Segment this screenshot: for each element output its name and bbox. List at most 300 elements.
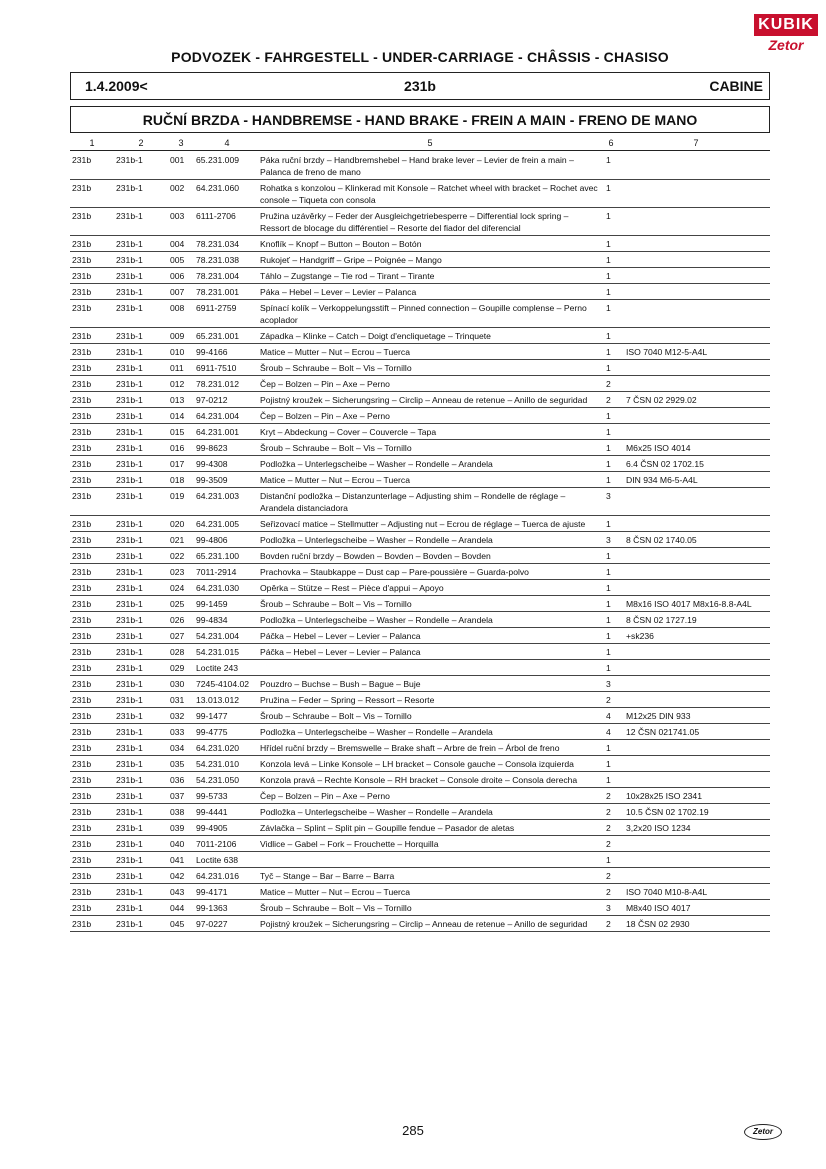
subgroup-cell: 231b-1 xyxy=(116,711,143,721)
description-cell: Vidlice – Gabel – Fork – Frouchette – Horquilla xyxy=(260,839,439,849)
description-cell: Páka – Hebel – Lever – Levier – Palanca xyxy=(260,287,417,297)
group-cell: 231b xyxy=(72,727,92,737)
position-cell: 022 xyxy=(170,551,185,561)
part-number-cell: 99-4171 xyxy=(196,887,228,897)
quantity-cell: 2 xyxy=(606,379,611,389)
description-cell: Západka – Klinke – Catch – Doigt d'encliquetage – Trinquete xyxy=(260,331,491,341)
quantity-cell: 1 xyxy=(606,583,611,593)
table-row xyxy=(70,488,770,516)
part-number-cell: 65.231.100 xyxy=(196,551,240,561)
quantity-cell: 1 xyxy=(606,427,611,437)
remark-cell: ISO 7040 M10-8-A4L xyxy=(626,887,708,897)
part-number-cell: 6911-7510 xyxy=(196,363,237,373)
quantity-cell: 1 xyxy=(606,183,611,193)
table-row xyxy=(70,284,770,300)
position-cell: 025 xyxy=(170,599,185,609)
subgroup-cell: 231b-1 xyxy=(116,491,143,501)
description-cell: Podložka – Unterlegscheibe – Washer – Rondelle – Arandela xyxy=(260,807,493,817)
header-box xyxy=(70,72,770,100)
part-number-cell: 78.231.001 xyxy=(196,287,240,297)
group-cell: 231b xyxy=(72,903,92,913)
table-row xyxy=(70,236,770,252)
position-cell: 031 xyxy=(170,695,185,705)
zetor-footer-text: Zetor xyxy=(753,1127,773,1136)
subgroup-cell: 231b-1 xyxy=(116,791,143,801)
remark-cell: 8 ČSN 02 1727.19 xyxy=(626,615,697,625)
part-number-cell: 99-3509 xyxy=(196,475,228,485)
part-number-cell: 64.231.020 xyxy=(196,743,240,753)
position-cell: 039 xyxy=(170,823,185,833)
quantity-cell: 1 xyxy=(606,599,611,609)
table-row xyxy=(70,564,770,580)
group-cell: 231b xyxy=(72,711,92,721)
part-number-cell: 7011-2914 xyxy=(196,567,237,577)
description-cell: Páka ruční brzdy – Handbremshebel – Hand brake lever – Levier de frein a main – Palanca de freno de mano xyxy=(260,155,574,177)
table-row xyxy=(70,548,770,564)
col-6: 6 xyxy=(608,138,614,148)
part-number-cell: 64.231.001 xyxy=(196,427,240,437)
description-cell: Čep – Bolzen – Pin – Axe – Perno xyxy=(260,379,390,389)
parts-table xyxy=(70,152,770,932)
group-cell: 231b xyxy=(72,679,92,689)
part-number-cell: 99-1459 xyxy=(196,599,228,609)
subgroup-cell: 231b-1 xyxy=(116,871,143,881)
table-row xyxy=(70,180,770,208)
subgroup-cell: 231b-1 xyxy=(116,775,143,785)
table-row xyxy=(70,740,770,756)
remark-cell: M8x40 ISO 4017 xyxy=(626,903,691,913)
part-number-cell: 64.231.005 xyxy=(196,519,240,529)
part-number-cell: 65.231.001 xyxy=(196,331,240,341)
group-cell: 231b xyxy=(72,839,92,849)
description-cell: Pružina uzávěrky – Feder der Ausgleichgetriebesperre – Differential lock spring – Ressort de blocage du différentiel – Resorte del fiador del diferencial xyxy=(260,211,569,233)
quantity-cell: 2 xyxy=(606,839,611,849)
page-title: PODVOZEK - FAHRGESTELL - UNDER-CARRIAGE - CHÂSSIS - CHASISO xyxy=(171,49,669,65)
table-row xyxy=(70,596,770,612)
part-number-cell: 99-5733 xyxy=(196,791,228,801)
position-cell: 030 xyxy=(170,679,185,689)
table-row xyxy=(70,660,770,676)
description-cell: Pouzdro – Buchse – Bush – Bague – Buje xyxy=(260,679,421,689)
description-cell: Matice – Mutter – Nut – Ecrou – Tuerca xyxy=(260,887,410,897)
quantity-cell: 1 xyxy=(606,615,611,625)
subgroup-cell: 231b-1 xyxy=(116,155,143,165)
subgroup-cell: 231b-1 xyxy=(116,647,143,657)
page-number: 285 xyxy=(402,1123,424,1138)
subgroup-cell: 231b-1 xyxy=(116,823,143,833)
quantity-cell: 2 xyxy=(606,395,611,405)
description-cell: Pojistný kroužek – Sicherungsring – Circlip – Anneau de retenue – Anillo de seguridad xyxy=(260,395,588,405)
table-row xyxy=(70,852,770,868)
table-row xyxy=(70,756,770,772)
col-5: 5 xyxy=(427,138,433,148)
description-cell: Šroub – Schraube – Bolt – Vis – Tornillo xyxy=(260,711,412,721)
part-number-cell: Loctite 638 xyxy=(196,855,239,865)
quantity-cell: 1 xyxy=(606,663,611,673)
group-cell: 231b xyxy=(72,663,92,673)
quantity-cell: 1 xyxy=(606,347,611,357)
quantity-cell: 3 xyxy=(606,535,611,545)
table-row xyxy=(70,788,770,804)
table-row xyxy=(70,708,770,724)
subgroup-cell: 231b-1 xyxy=(116,727,143,737)
position-cell: 017 xyxy=(170,459,185,469)
group-cell: 231b xyxy=(72,363,92,373)
quantity-cell: 1 xyxy=(606,775,611,785)
subgroup-cell: 231b-1 xyxy=(116,919,143,929)
table-row xyxy=(70,252,770,268)
quantity-cell: 3 xyxy=(606,903,611,913)
part-number-cell: 7245-4104.02 xyxy=(196,679,250,689)
position-cell: 015 xyxy=(170,427,185,437)
table-row xyxy=(70,836,770,852)
quantity-cell: 4 xyxy=(606,711,611,721)
position-cell: 021 xyxy=(170,535,185,545)
quantity-cell: 1 xyxy=(606,155,611,165)
quantity-cell: 2 xyxy=(606,871,611,881)
position-cell: 032 xyxy=(170,711,185,721)
position-cell: 029 xyxy=(170,663,185,673)
remark-cell: M12x25 DIN 933 xyxy=(626,711,691,721)
table-row xyxy=(70,580,770,596)
position-cell: 042 xyxy=(170,871,185,881)
table-row xyxy=(70,628,770,644)
description-cell: Podložka – Unterlegscheibe – Washer – Rondelle – Arandela xyxy=(260,727,493,737)
position-cell: 035 xyxy=(170,759,185,769)
remark-cell: DIN 934 M6-5-A4L xyxy=(626,475,698,485)
remark-cell: 7 ČSN 02 2929.02 xyxy=(626,395,697,405)
col-1: 1 xyxy=(89,138,95,148)
remark-cell: 10x28x25 ISO 2341 xyxy=(626,791,702,801)
group-cell: 231b xyxy=(72,695,92,705)
table-row xyxy=(70,376,770,392)
position-cell: 023 xyxy=(170,567,185,577)
group-cell: 231b xyxy=(72,459,92,469)
remark-cell: M6x25 ISO 4014 xyxy=(626,443,691,453)
table-row xyxy=(70,208,770,236)
table-row xyxy=(70,408,770,424)
quantity-cell: 1 xyxy=(606,459,611,469)
subgroup-cell: 231b-1 xyxy=(116,663,143,673)
table-row xyxy=(70,900,770,916)
quantity-cell: 3 xyxy=(606,491,611,501)
part-number-cell: 78.231.034 xyxy=(196,239,240,249)
subgroup-cell: 231b-1 xyxy=(116,567,143,577)
part-number-cell: 99-4806 xyxy=(196,535,228,545)
quantity-cell: 1 xyxy=(606,855,611,865)
position-cell: 005 xyxy=(170,255,185,265)
subgroup-cell: 231b-1 xyxy=(116,395,143,405)
position-cell: 009 xyxy=(170,331,185,341)
subgroup-cell: 231b-1 xyxy=(116,631,143,641)
group-cell: 231b xyxy=(72,211,92,221)
group-cell: 231b xyxy=(72,807,92,817)
part-number-cell: 99-4775 xyxy=(196,727,228,737)
zetor-footer-logo xyxy=(744,1124,782,1140)
subgroup-cell: 231b-1 xyxy=(116,211,143,221)
part-number-cell: 64.231.060 xyxy=(196,183,240,193)
position-cell: 019 xyxy=(170,491,185,501)
position-cell: 001 xyxy=(170,155,185,165)
cabine-label: CABINE xyxy=(709,78,763,94)
quantity-cell: 1 xyxy=(606,551,611,561)
subgroup-cell: 231b-1 xyxy=(116,695,143,705)
group-cell: 231b xyxy=(72,395,92,405)
subgroup-cell: 231b-1 xyxy=(116,599,143,609)
description-cell: Čep – Bolzen – Pin – Axe – Perno xyxy=(260,411,390,421)
group-cell: 231b xyxy=(72,631,92,641)
quantity-cell: 1 xyxy=(606,331,611,341)
subgroup-cell: 231b-1 xyxy=(116,379,143,389)
table-row xyxy=(70,152,770,180)
group-cell: 231b xyxy=(72,823,92,833)
quantity-cell: 1 xyxy=(606,287,611,297)
group-cell: 231b xyxy=(72,491,92,501)
subgroup-cell: 231b-1 xyxy=(116,459,143,469)
group-cell: 231b xyxy=(72,443,92,453)
table-row xyxy=(70,916,770,932)
quantity-cell: 1 xyxy=(606,567,611,577)
quantity-cell: 1 xyxy=(606,271,611,281)
group-cell: 231b xyxy=(72,791,92,801)
part-number-cell: 6911-2759 xyxy=(196,303,237,313)
group-cell: 231b xyxy=(72,239,92,249)
subgroup-cell: 231b-1 xyxy=(116,743,143,753)
quantity-cell: 1 xyxy=(606,239,611,249)
description-cell: Konzola pravá – Rechte Konsole – RH bracket – Console droite – Consola derecha xyxy=(260,775,578,785)
group-cell: 231b xyxy=(72,743,92,753)
position-cell: 004 xyxy=(170,239,185,249)
subgroup-cell: 231b-1 xyxy=(116,887,143,897)
part-number-cell: 65.231.009 xyxy=(196,155,240,165)
position-cell: 012 xyxy=(170,379,185,389)
col-2: 2 xyxy=(138,138,144,148)
group-cell: 231b xyxy=(72,919,92,929)
part-number-cell: 13.013.012 xyxy=(196,695,240,705)
subgroup-cell: 231b-1 xyxy=(116,615,143,625)
description-cell: Pojistný kroužek – Sicherungsring – Circlip – Anneau de retenue – Anillo de seguridad xyxy=(260,919,588,929)
table-row xyxy=(70,884,770,900)
description-cell: Distanční podložka – Distanzunterlage – Adjusting shim – Rondelle de réglage – Arandela distanciadora xyxy=(260,491,566,513)
table-row xyxy=(70,472,770,488)
subgroup-cell: 231b-1 xyxy=(116,303,143,313)
part-number-cell: 97-0227 xyxy=(196,919,228,929)
description-cell: Kryt – Abdeckung – Cover – Couvercle – Tapa xyxy=(260,427,437,437)
quantity-cell: 1 xyxy=(606,647,611,657)
remark-cell: 18 ČSN 02 2930 xyxy=(626,919,690,929)
part-number-cell: 64.231.003 xyxy=(196,491,240,501)
description-cell: Seřizovací matice – Stellmutter – Adjusting nut – Ecrou de réglage – Tuerca de ajuste xyxy=(260,519,586,529)
position-cell: 038 xyxy=(170,807,185,817)
group-cell: 231b xyxy=(72,535,92,545)
column-headers xyxy=(70,138,770,151)
table-row xyxy=(70,804,770,820)
quantity-cell: 1 xyxy=(606,519,611,529)
subgroup-cell: 231b-1 xyxy=(116,759,143,769)
description-cell: Závlačka – Splint – Split pin – Goupille fendue – Pasador de aletas xyxy=(260,823,515,833)
quantity-cell: 1 xyxy=(606,743,611,753)
quantity-cell: 1 xyxy=(606,443,611,453)
position-cell: 016 xyxy=(170,443,185,453)
table-row xyxy=(70,328,770,344)
description-cell: Šroub – Schraube – Bolt – Vis – Tornillo xyxy=(260,363,412,373)
table-row xyxy=(70,300,770,328)
subgroup-cell: 231b-1 xyxy=(116,255,143,265)
description-cell: Knoflík – Knopf – Button – Bouton – Botón xyxy=(260,239,422,249)
part-number-cell: 54.231.050 xyxy=(196,775,240,785)
group-cell: 231b xyxy=(72,183,92,193)
subgroup-cell: 231b-1 xyxy=(116,287,143,297)
kubik-logo-text: KUBIK xyxy=(754,14,818,36)
section-title: RUČNÍ BRZDA - HANDBREMSE - HAND BRAKE - FREIN A MAIN - FRENO DE MANO xyxy=(70,106,770,133)
group-cell: 231b xyxy=(72,155,92,165)
description-cell: Podložka – Unterlegscheibe – Washer – Rondelle – Arandela xyxy=(260,459,493,469)
part-number-cell: 99-1363 xyxy=(196,903,228,913)
group-cell: 231b xyxy=(72,475,92,485)
quantity-cell: 1 xyxy=(606,475,611,485)
remark-cell: +sk236 xyxy=(626,631,654,641)
quantity-cell: 1 xyxy=(606,211,611,221)
part-number-cell: 99-4834 xyxy=(196,615,228,625)
group-cell: 231b xyxy=(72,331,92,341)
group-cell: 231b xyxy=(72,271,92,281)
position-cell: 034 xyxy=(170,743,185,753)
zetor-logo-text: Zetor xyxy=(768,37,804,53)
description-cell: Spínací kolík – Verkoppelungsstift – Pinned connection – Goupille complense – Perno acoplador xyxy=(260,303,587,325)
group-cell: 231b xyxy=(72,411,92,421)
quantity-cell: 2 xyxy=(606,695,611,705)
description-cell: Rukojeť – Handgriff – Gripe – Poignée – Mango xyxy=(260,255,442,265)
subgroup-cell: 231b-1 xyxy=(116,427,143,437)
col-4: 4 xyxy=(224,138,230,148)
group-cell: 231b xyxy=(72,759,92,769)
quantity-cell: 1 xyxy=(606,759,611,769)
quantity-cell: 2 xyxy=(606,791,611,801)
part-number-cell: Loctite 243 xyxy=(196,663,239,673)
description-cell: Hřídel ruční brzdy – Bremswelle – Brake shaft – Arbre de frein – Árbol de freno xyxy=(260,743,560,753)
description-cell: Šroub – Schraube – Bolt – Vis – Tornillo xyxy=(260,599,412,609)
group-cell: 231b xyxy=(72,871,92,881)
description-cell: Matice – Mutter – Nut – Ecrou – Tuerca xyxy=(260,347,410,357)
description-cell: Pružina – Feder – Spring – Ressort – Resorte xyxy=(260,695,435,705)
part-number-cell: 99-8623 xyxy=(196,443,228,453)
quantity-cell: 4 xyxy=(606,727,611,737)
position-cell: 044 xyxy=(170,903,185,913)
description-cell: Tyč – Stange – Bar – Barre – Barra xyxy=(260,871,395,881)
group-cell: 231b xyxy=(72,599,92,609)
position-cell: 010 xyxy=(170,347,185,357)
part-number-cell: 64.231.030 xyxy=(196,583,240,593)
position-cell: 033 xyxy=(170,727,185,737)
position-cell: 013 xyxy=(170,395,185,405)
part-number-cell: 54.231.015 xyxy=(196,647,240,657)
description-cell: Matice – Mutter – Nut – Ecrou – Tuerca xyxy=(260,475,410,485)
part-number-cell: 97-0212 xyxy=(196,395,228,405)
position-cell: 026 xyxy=(170,615,185,625)
description-cell: Konzola levá – Linke Konsole – LH bracket – Console gauche – Consola izquierda xyxy=(260,759,574,769)
subgroup-cell: 231b-1 xyxy=(116,363,143,373)
part-number-cell: 64.231.004 xyxy=(196,411,240,421)
position-cell: 020 xyxy=(170,519,185,529)
position-cell: 027 xyxy=(170,631,185,641)
subgroup-cell: 231b-1 xyxy=(116,239,143,249)
subgroup-cell: 231b-1 xyxy=(116,411,143,421)
part-number-cell: 64.231.016 xyxy=(196,871,240,881)
quantity-cell: 3 xyxy=(606,679,611,689)
subgroup-cell: 231b-1 xyxy=(116,679,143,689)
description-cell: Táhlo – Zugstange – Tie rod – Tirant – Tirante xyxy=(260,271,435,281)
subgroup-cell: 231b-1 xyxy=(116,443,143,453)
table-row xyxy=(70,344,770,360)
group-cell: 231b xyxy=(72,347,92,357)
position-cell: 002 xyxy=(170,183,185,193)
table-row xyxy=(70,772,770,788)
remark-cell: 12 ČSN 021741.05 xyxy=(626,727,700,737)
position-cell: 014 xyxy=(170,411,185,421)
table-row xyxy=(70,612,770,628)
quantity-cell: 2 xyxy=(606,807,611,817)
group-cell: 231b xyxy=(72,379,92,389)
table-row xyxy=(70,532,770,548)
part-number-cell: 78.231.038 xyxy=(196,255,240,265)
remark-cell: M8x16 ISO 4017 M8x16-8.8-A4L xyxy=(626,599,752,609)
part-number-cell: 99-4905 xyxy=(196,823,228,833)
description-cell: Rohatka s konzolou – Klinkerad mit Konsole – Ratchet wheel with bracket – Rochet avec console – Tiqueta con consola xyxy=(260,183,598,205)
position-cell: 045 xyxy=(170,919,185,929)
part-number-cell: 99-4308 xyxy=(196,459,228,469)
part-number-cell: 78.231.004 xyxy=(196,271,240,281)
table-row xyxy=(70,424,770,440)
quantity-cell: 2 xyxy=(606,919,611,929)
description-cell: Čep – Bolzen – Pin – Axe – Perno xyxy=(260,791,390,801)
quantity-cell: 1 xyxy=(606,255,611,265)
table-row xyxy=(70,456,770,472)
description-cell: Šroub – Schraube – Bolt – Vis – Tornillo xyxy=(260,903,412,913)
table-row xyxy=(70,268,770,284)
position-cell: 003 xyxy=(170,211,185,221)
quantity-cell: 1 xyxy=(606,303,611,313)
remark-cell: 3,2x20 ISO 1234 xyxy=(626,823,691,833)
remark-cell: 6.4 ČSN 02 1702.15 xyxy=(626,459,704,469)
description-cell: Páčka – Hebel – Lever – Levier – Palanca xyxy=(260,631,421,641)
quantity-cell: 1 xyxy=(606,631,611,641)
group-cell: 231b xyxy=(72,551,92,561)
subgroup-cell: 231b-1 xyxy=(116,903,143,913)
position-cell: 036 xyxy=(170,775,185,785)
quantity-cell: 1 xyxy=(606,363,611,373)
table-row xyxy=(70,868,770,884)
part-number-cell: 99-4441 xyxy=(196,807,228,817)
group-cell: 231b xyxy=(72,647,92,657)
subgroup-cell: 231b-1 xyxy=(116,183,143,193)
part-number-cell: 99-1477 xyxy=(196,711,228,721)
group-cell: 231b xyxy=(72,427,92,437)
subgroup-cell: 231b-1 xyxy=(116,331,143,341)
table-row xyxy=(70,392,770,408)
description-cell: Bovden ruční brzdy – Bowden – Bovden – Bovden – Bovden xyxy=(260,551,491,561)
description-cell: Podložka – Unterlegscheibe – Washer – Rondelle – Arandela xyxy=(260,615,493,625)
part-number-cell: 54.231.004 xyxy=(196,631,240,641)
position-cell: 018 xyxy=(170,475,185,485)
position-cell: 041 xyxy=(170,855,185,865)
description-cell: Páčka – Hebel – Lever – Levier – Palanca xyxy=(260,647,421,657)
position-cell: 007 xyxy=(170,287,185,297)
group-cell: 231b xyxy=(72,583,92,593)
group-cell: 231b xyxy=(72,519,92,529)
subgroup-cell: 231b-1 xyxy=(116,855,143,865)
col-3: 3 xyxy=(178,138,184,148)
position-cell: 008 xyxy=(170,303,185,313)
